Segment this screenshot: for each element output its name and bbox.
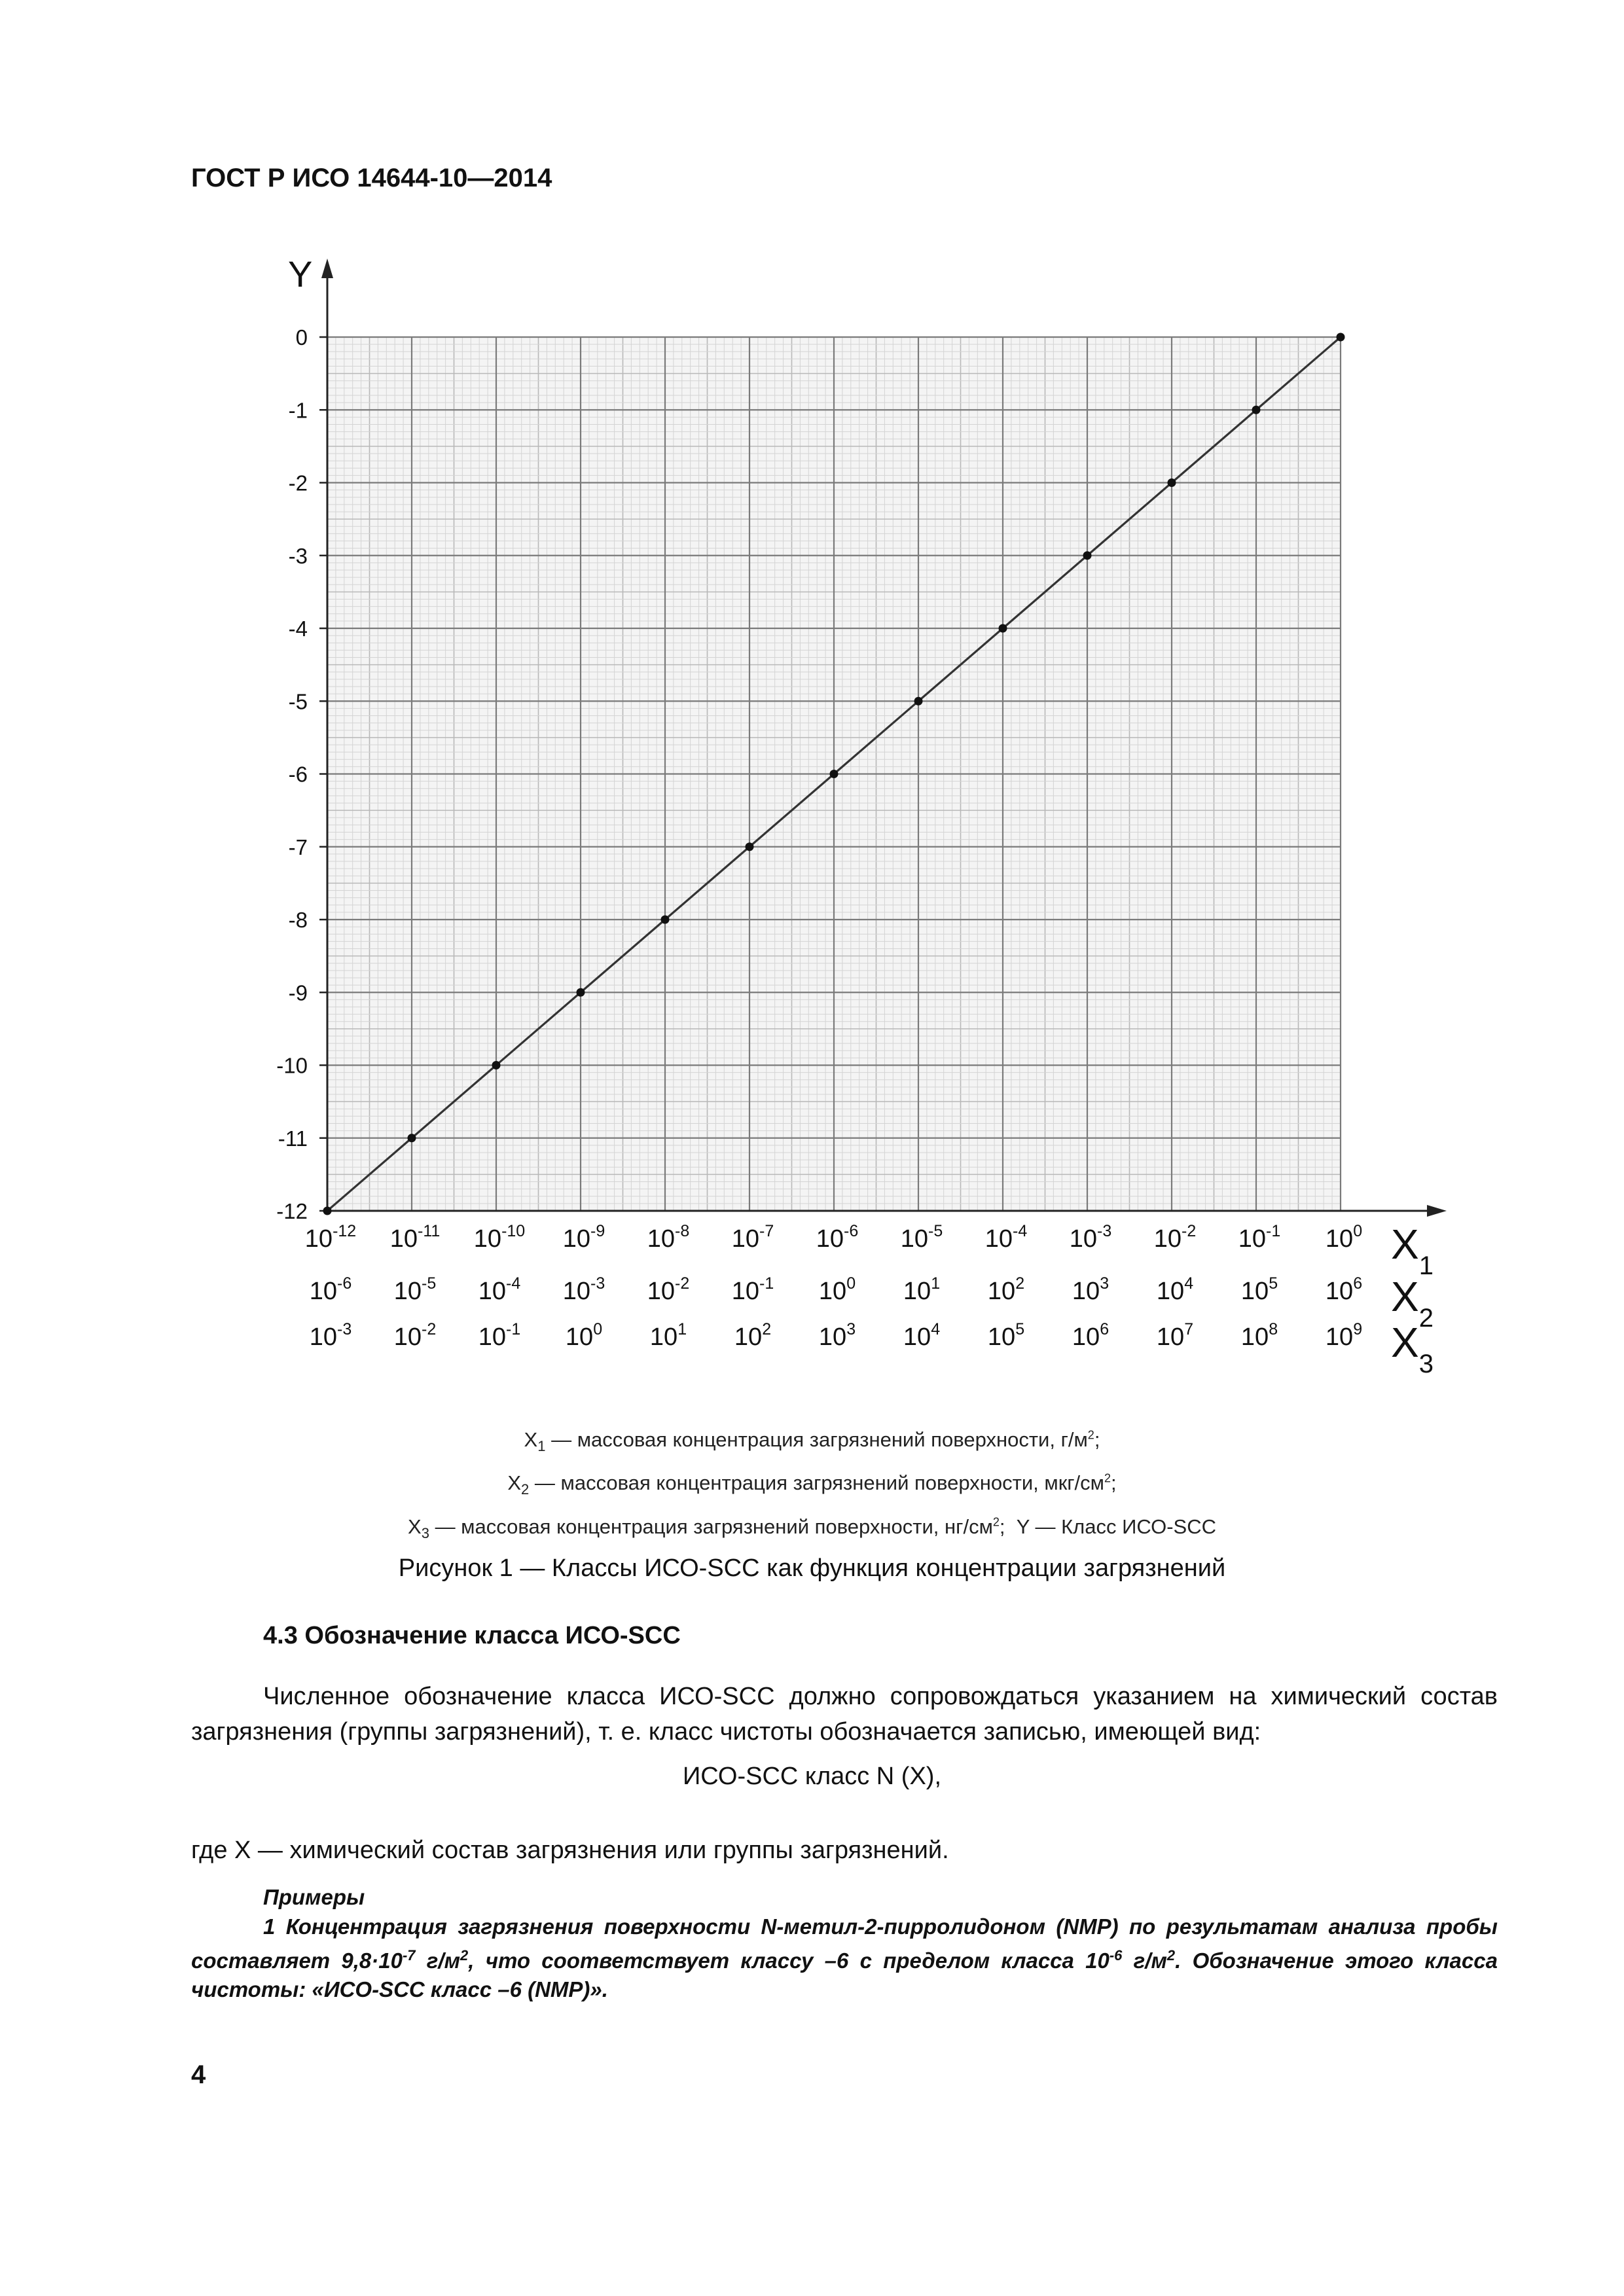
y-tick-label: -7 <box>288 834 308 859</box>
data-point <box>1168 478 1176 487</box>
x-tick-label: $10^{-2}$ <box>647 1274 690 1305</box>
y-tick-label: -8 <box>288 908 308 932</box>
page-number: 4 <box>191 2060 206 2089</box>
y-tick-label: -4 <box>288 617 308 641</box>
x-tick-label: $10^{-3}$ <box>309 1320 352 1351</box>
x-tick-label: $10^{-1}$ <box>478 1320 521 1351</box>
x-axis-label-3: $X_3$ <box>1391 1319 1434 1378</box>
x-tick-label: $10^6$ <box>1325 1274 1363 1305</box>
x-axis-label-2: $X_2$ <box>1391 1273 1434 1333</box>
section-title: 4.3 Обозначение класса ИСО-SCC <box>263 1622 681 1649</box>
y-tick-label: -9 <box>288 980 308 1005</box>
document-header: ГОСТ Р ИСО 14644-10—2014 <box>191 164 552 192</box>
x-tick-label: $10^{-9}$ <box>562 1222 605 1253</box>
x-tick-label: $10^{-11}$ <box>389 1222 441 1253</box>
x-tick-label: $10^0$ <box>818 1274 856 1305</box>
data-point <box>830 770 839 778</box>
y-tick-label: -3 <box>288 543 308 568</box>
y-tick-label: -11 <box>278 1126 308 1151</box>
y-tick-label: -6 <box>288 762 308 787</box>
y-tick-label: 0 <box>295 325 308 350</box>
legend-x2: $X_2$ — массовая концентрация загрязнений поверхности, мкг/$см^2$; <box>507 1471 1117 1498</box>
x-tick-label: $10^{-7}$ <box>731 1222 774 1253</box>
x-tick-label: $10^4$ <box>903 1320 941 1351</box>
data-point <box>1337 333 1345 342</box>
x-tick-label: $10^{-1}$ <box>1238 1222 1281 1253</box>
x-tick-label: $10^{-2}$ <box>1153 1222 1197 1253</box>
x-tick-label: $10^{-1}$ <box>731 1274 774 1305</box>
x-tick-label: $10^3$ <box>1072 1274 1110 1305</box>
x-tick-label: $10^7$ <box>1156 1320 1194 1351</box>
x-tick-label: $10^1$ <box>903 1274 941 1305</box>
x-tick-label: $10^5$ <box>987 1320 1025 1351</box>
x-axis-label-1: $X_1$ <box>1391 1221 1434 1280</box>
x-tick-label: $10^8$ <box>1240 1320 1278 1351</box>
data-point <box>661 916 670 924</box>
x-tick-label: $10^{-3}$ <box>562 1274 605 1305</box>
x-tick-label: $10^0$ <box>1325 1222 1363 1253</box>
legend-x1: $X_1$ — массовая концентрация загрязнений поверхности, $г/м^2$; <box>524 1428 1100 1455</box>
y-tick-label: -12 <box>276 1199 308 1223</box>
data-point <box>746 842 754 851</box>
x-tick-label: $10^5$ <box>1240 1274 1278 1305</box>
x-tick-label: $10^9$ <box>1325 1320 1363 1351</box>
x-tick-label: $10^{-8}$ <box>647 1222 690 1253</box>
figure-caption: Рисунок 1 — Классы ИСО-SCC как функция концентрации загрязнений <box>398 1554 1226 1582</box>
examples-title: Примеры <box>263 1885 365 1909</box>
x-axis-arrow <box>1427 1205 1447 1217</box>
paragraph-2: где X — химический состав загрязнения или группы загрязнений. <box>191 1837 949 1864</box>
y-axis-arrow <box>321 259 333 278</box>
y-axis-label: Y <box>288 253 313 295</box>
x-tick-label: $10^{-4}$ <box>478 1274 521 1305</box>
data-point <box>1083 551 1092 560</box>
data-point <box>1252 406 1261 414</box>
paragraph-1: Численное обозначение класса ИСО-SCC должно сопровождаться указанием на химический состав загрязнения (группы загрязнений), т. е. класс чистоты обозначается записью, имеющей вид: <box>191 1683 1498 1746</box>
x-tick-label: $10^6$ <box>1072 1320 1110 1351</box>
y-tick-label: -10 <box>276 1053 308 1078</box>
x-tick-label: $10^2$ <box>987 1274 1025 1305</box>
x-tick-label: $10^{-5}$ <box>393 1274 437 1305</box>
x-tick-label: $10^{-12}$ <box>304 1222 357 1253</box>
legend-y: Y — Класс ИСО-SCC <box>1016 1515 1216 1538</box>
data-point <box>914 697 923 706</box>
example-1: 1 Концентрация загрязнения поверхности N-метил-2-пирролидоном (NMP) по результатам анализа пробы составляет $9,8\cdot 10^{-7}$ $г/м^2$, что соответствует классу –6 с пределом класса $10^{-6}$ $г/м^2$. Обозначение этого класса чистоты: «ИСО-SCC класс –6 (NMP)». <box>191 1914 1498 2001</box>
x-tick-label: $10^0$ <box>565 1320 603 1351</box>
data-point <box>408 1134 416 1142</box>
x-tick-label: $10^4$ <box>1156 1274 1194 1305</box>
x-tick-label: $10^1$ <box>649 1320 687 1351</box>
x-tick-label: $10^{-6}$ <box>816 1222 859 1253</box>
x-tick-label: $10^{-3}$ <box>1069 1222 1112 1253</box>
x-tick-label: $10^{-5}$ <box>900 1222 943 1253</box>
data-point <box>323 1207 332 1215</box>
data-point <box>577 988 585 997</box>
y-tick-label: -1 <box>288 398 308 423</box>
data-point <box>492 1061 501 1069</box>
legend-x3-y: $X_3$ — массовая концентрация загрязнений поверхности, $нг/см^2$; Y — Класс ИСО-SCC <box>408 1515 1216 1542</box>
x-tick-label: $10^{-10}$ <box>473 1222 526 1253</box>
formula: ИСО-SCC класс N (X), <box>682 1763 942 1790</box>
x-tick-label: $10^3$ <box>818 1320 856 1351</box>
x-tick-label: $10^{-4}$ <box>984 1222 1028 1253</box>
data-point <box>999 624 1007 633</box>
y-tick-label: -2 <box>288 471 308 495</box>
y-tick-label: -5 <box>288 689 308 714</box>
x-tick-label: $10^{-6}$ <box>309 1274 352 1305</box>
x-tick-label: $10^{-2}$ <box>393 1320 437 1351</box>
x-tick-label: $10^2$ <box>734 1320 772 1351</box>
